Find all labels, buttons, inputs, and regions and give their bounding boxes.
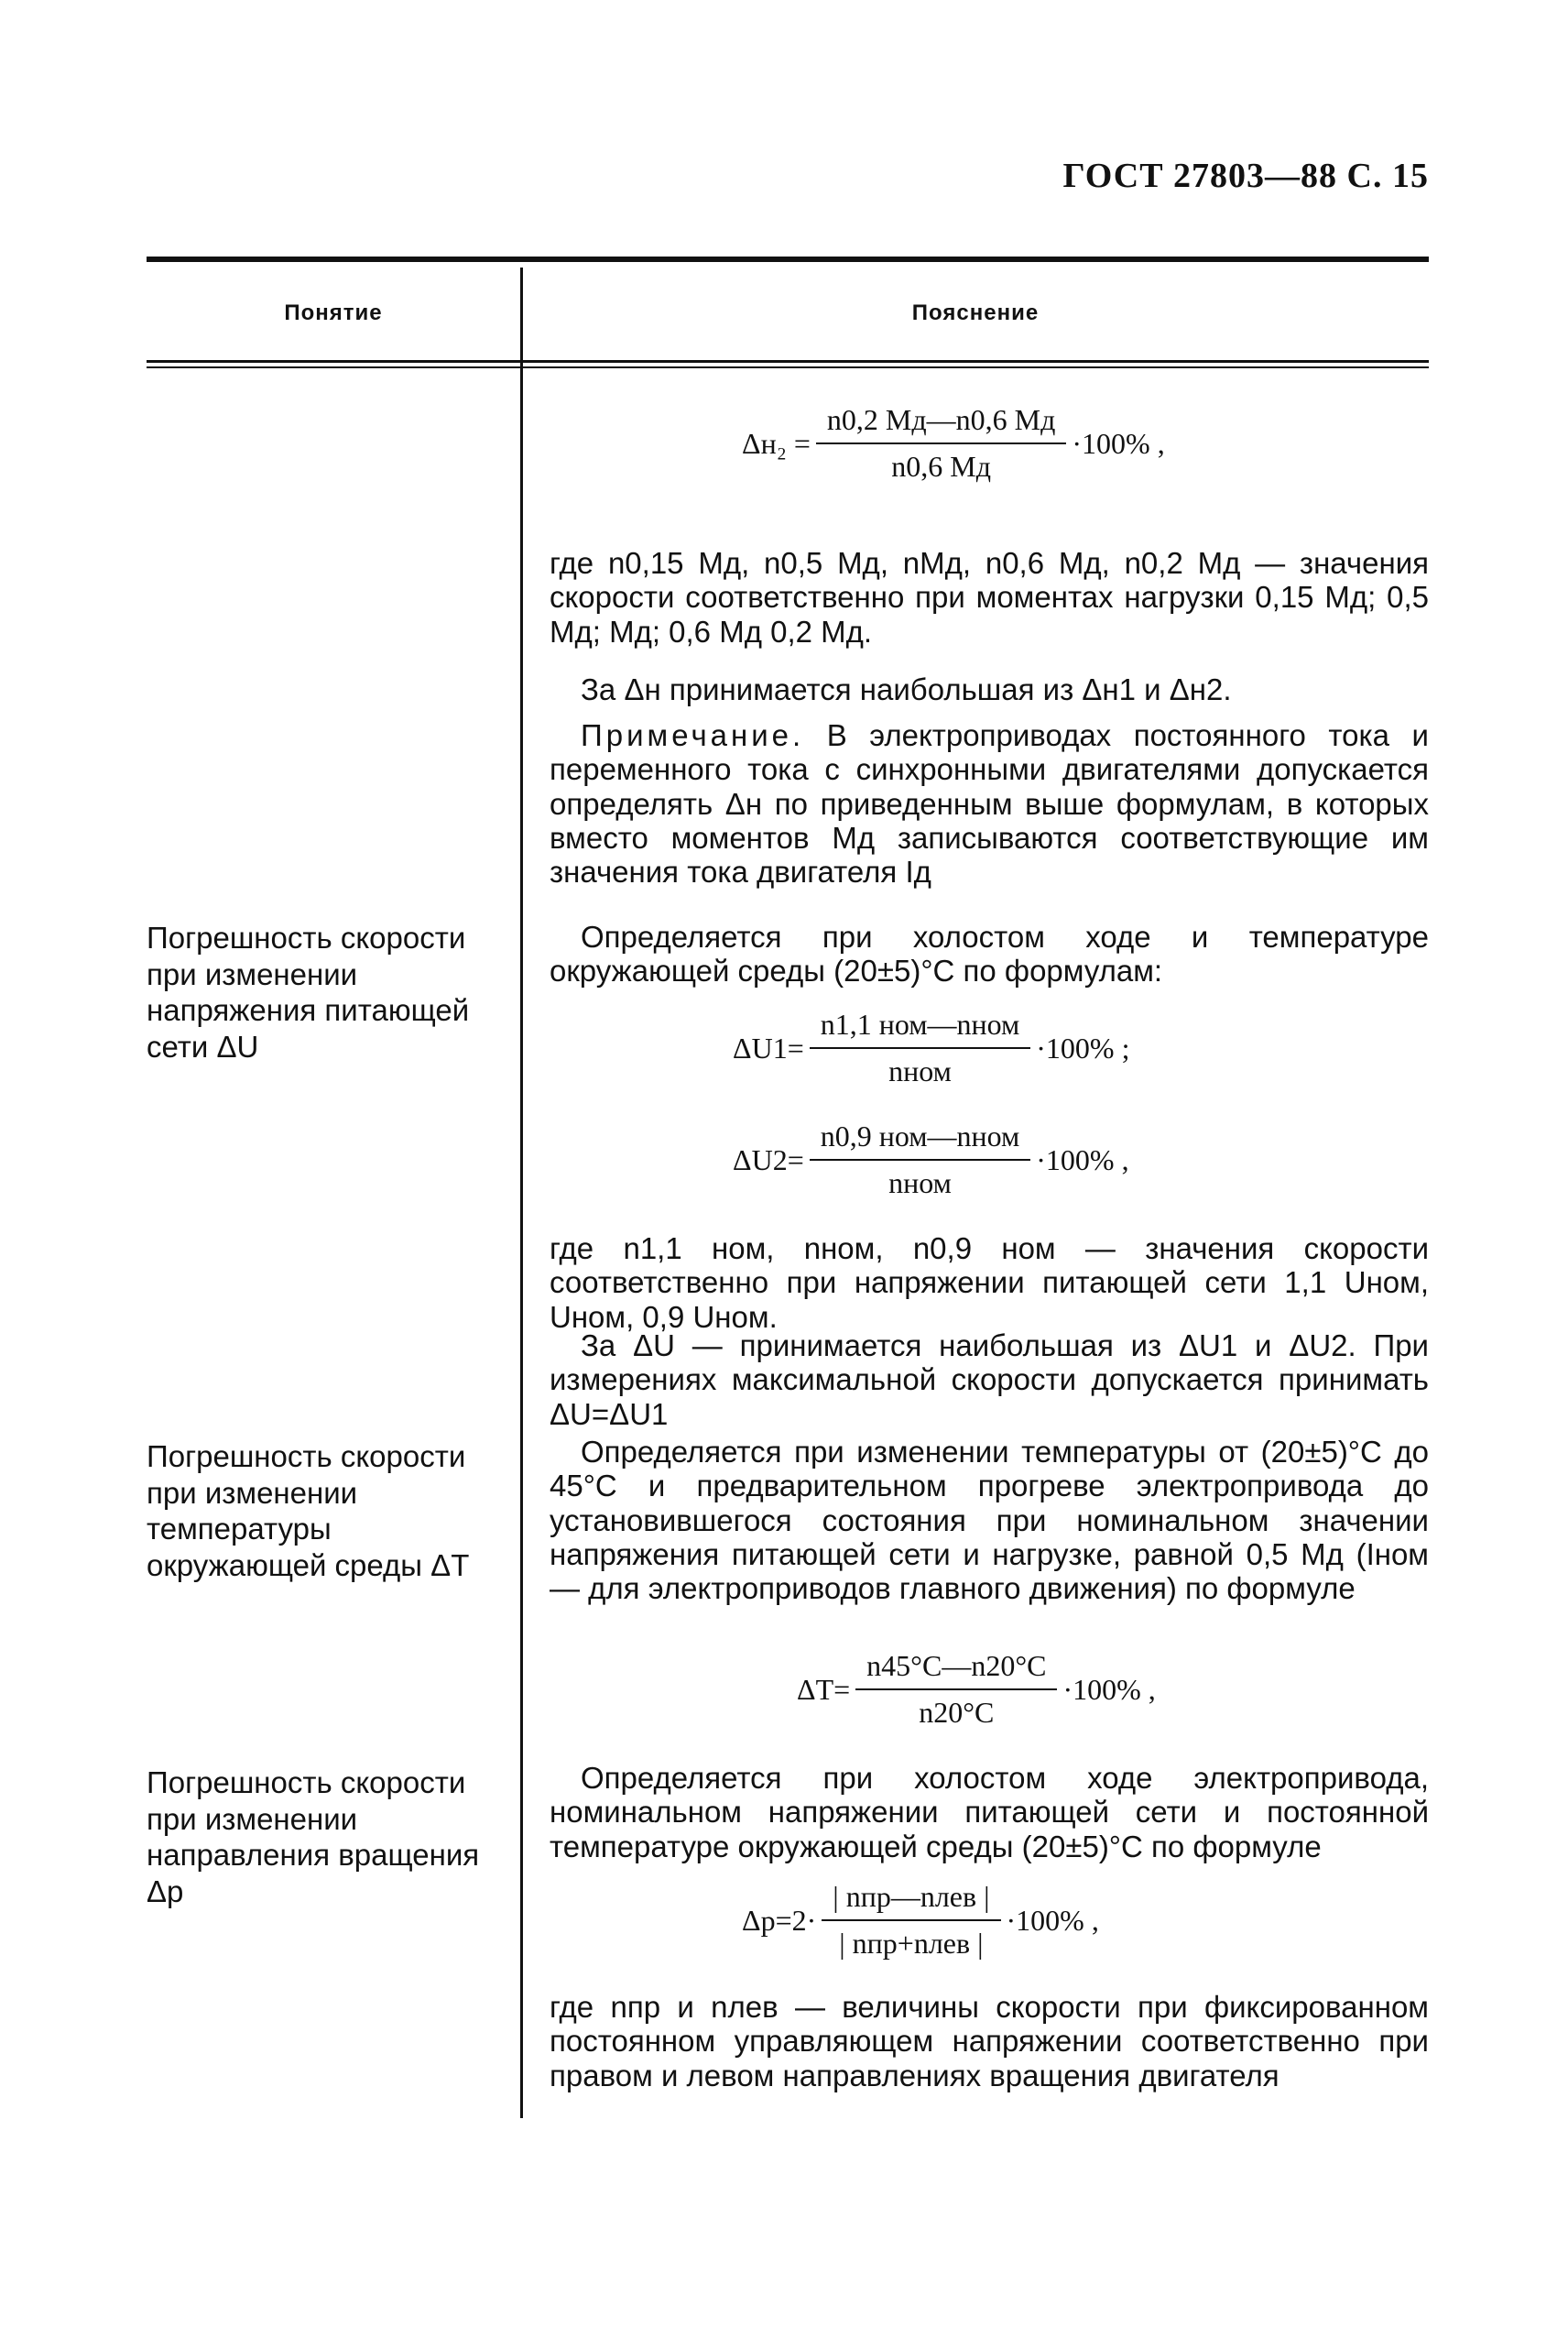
- table-header-rule: [147, 360, 1429, 363]
- formula-du2-tail: ·100% ,: [1036, 1142, 1129, 1176]
- formula-dn2-fraction: [816, 403, 1066, 484]
- where-paragraph-2: где n1,1 ном, nном, n0,9 ном — значения скорости соответственно при напряжении питающей сети 1,1 Uном, Uном, 0,9 Uном.: [550, 1231, 1429, 1334]
- where-paragraph-1: где n0,15 Mд, n0,5 Mд, nMд, n0,6 Mд, n0,2 Mд — значения скорости соответственно при моментах нагрузки 0,15 Mд; 0,5 Mд; Mд; 0,6 Mд 0,2 Mд.: [550, 546, 1429, 649]
- formula-du2-fraction: [810, 1120, 1031, 1200]
- column-header-explanation: Пояснение: [911, 300, 1040, 325]
- formula-dn2-numerator: n0,2 Mд—n0,6 Mд: [816, 403, 1066, 444]
- term-direction-error: Погрешность скорости при изменении направления вращения Δp: [147, 1765, 480, 1908]
- table-header-rule-2: [147, 366, 1429, 368]
- formula-dp-fraction: [822, 1880, 1000, 1961]
- formula-du2: [733, 1120, 1129, 1200]
- page-header: ГОСТ 27803—88 С. 15: [1062, 157, 1429, 195]
- formula-dp-tail: ·100% ,: [1006, 1903, 1099, 1937]
- dt-definition: Определяется при изменении температуры от (20±5)°С до 45°С и предварительном прогреве электропривода до установившегося состояния при номинальном значении напряжения питающей сети и нагрузке, равной 0,5 Mд (Iном — для электроприводов главного движения) по формуле: [550, 1435, 1429, 1606]
- formula-du1: [733, 1008, 1129, 1088]
- note-body: В электроприводах постоянного тока и переменного тока с синхронными двигателями допускается определять Δн по приведенным выше формулам, в которых вместо моментов Mд записываются соответствующие им значения тока двигателя Iд: [550, 718, 1429, 890]
- du-definition: Определяется при холостом ходе и температуре окружающей среды (20±5)°С по формулам:: [550, 920, 1429, 989]
- formula-dn2-lhs: Δн₂ =: [742, 426, 811, 460]
- formula-dt-denominator: n20°C: [919, 1696, 995, 1729]
- formula-dt-numerator: n45°C—n20°C: [855, 1649, 1057, 1690]
- table-top-rule: [147, 257, 1429, 262]
- du-take-paragraph: За ΔU — принимается наибольшая из ΔU1 и ΔU2. При измерениях максимальной скорости допускается принимать ΔU=ΔU1: [550, 1328, 1429, 1431]
- formula-du2-lhs: ΔU2=: [733, 1142, 804, 1176]
- formula-dp-denominator: | nпр+nлев |: [839, 1927, 984, 1960]
- term-voltage-error: Погрешность скорости при изменении напряжения питающей сети ΔU: [147, 921, 470, 1064]
- formula-du2-numerator: n0,9 ном—nном: [810, 1120, 1031, 1161]
- formula-du1-denominator: nном: [888, 1054, 952, 1087]
- formula-du2-denominator: nном: [888, 1166, 952, 1199]
- document-page: [147, 0, 1429, 2327]
- dn-take-paragraph: За Δн принимается наибольшая из Δн1 и Δн2.: [581, 672, 1232, 706]
- dp-definition: Определяется при холостом ходе электропривода, номинальном напряжении питающей сети и постоянной температуре окружающей среды (20±5)°С по формуле: [550, 1761, 1429, 1863]
- formula-dt: [797, 1649, 1156, 1730]
- term-temperature-error: Погрешность скорости при изменении температуры окружающей среды ΔT: [147, 1439, 470, 1582]
- column-divider: [520, 268, 523, 2118]
- formula-du1-tail: ·100% ;: [1036, 1031, 1130, 1065]
- where-paragraph-3: где nпр и nлев — величины скорости при фиксированном постоянном управляющем напряжении соответственно при правом и левом направлениях вращения двигателя: [550, 1990, 1429, 2092]
- formula-du1-lhs: ΔU1=: [733, 1031, 804, 1065]
- formula-dn2-tail: ·100% ,: [1072, 426, 1165, 460]
- formula-du1-numerator: n1,1 ном—nном: [810, 1008, 1031, 1049]
- formula-dn2: [742, 403, 1165, 484]
- formula-dn2-denominator: n0,6 Mд: [891, 450, 991, 483]
- formula-dt-tail: ·100% ,: [1062, 1672, 1156, 1706]
- formula-dp-numerator: | nпр—nлев |: [822, 1880, 1000, 1921]
- formula-dp: [742, 1880, 1099, 1961]
- formula-du1-fraction: [810, 1008, 1031, 1088]
- note-label: Примечание.: [581, 718, 805, 752]
- formula-dt-fraction: [855, 1649, 1057, 1730]
- note-paragraph: [550, 718, 1429, 889]
- formula-dp-lhs: Δp=2·: [742, 1903, 817, 1937]
- column-header-term: Понятие: [284, 300, 383, 325]
- formula-dt-lhs: ΔT=: [797, 1672, 851, 1706]
